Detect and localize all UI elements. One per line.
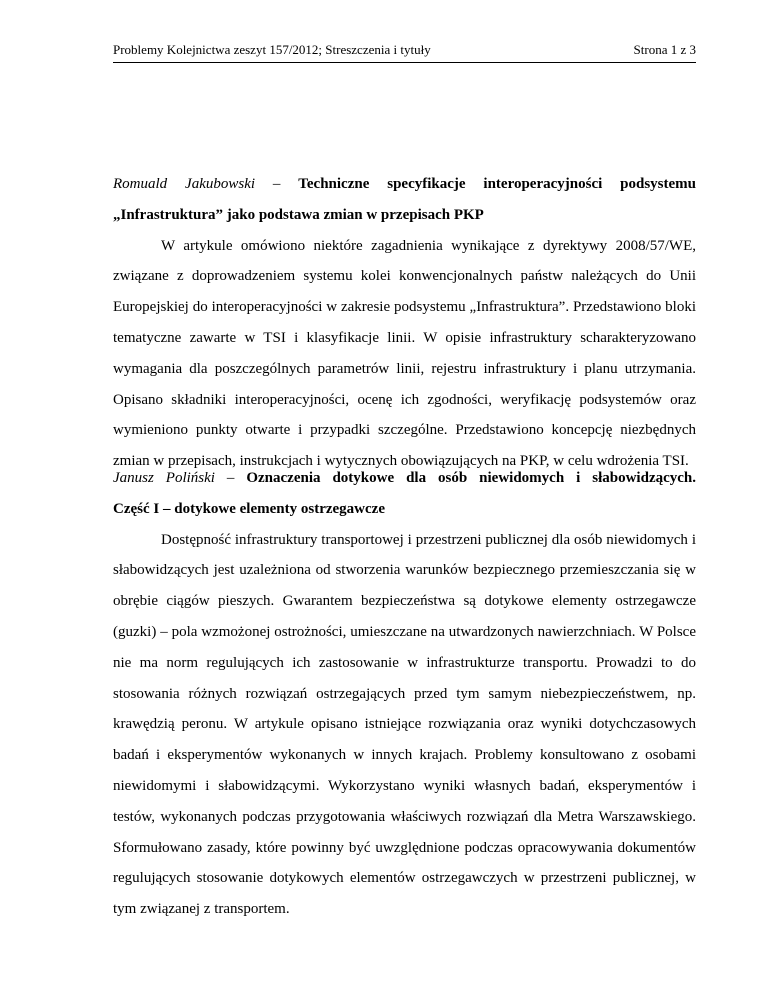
article-heading-line-2: [113, 494, 696, 525]
article-polinski: [113, 463, 696, 925]
article-title-part-2: „Infrastruktura” jako podstawa zmian w przepisach PKP: [113, 206, 484, 223]
author-separator: –: [214, 470, 247, 486]
article-title-part-2: Część I – dotykowe elementy ostrzegawcze: [113, 500, 385, 517]
article-author: Janusz Poliński: [113, 470, 215, 486]
article-title-part-1: Oznaczenia dotykowe dla osób niewidomych i słabowidzących.: [246, 470, 697, 486]
article-abstract: W artykule omówiono niektóre zagadnienia wynikające z dyrektywy 2008/57/WE, związane z doprowadzeniem systemu kolei konwencjonalnych państw należących do Unii Europejskiej do interoperacyjności w zakresie podsystemu „Infrastruktura”. Przedstawiono bloki tematyczne zawarte w TSI i klasyfikacje linii. W opisie infrastruktury scharakteryzowano wymagania dla poszczególnych parametrów linii, rejestru infrastruktury i planu utrzymania. Opisano składniki interoperacyjności, ocenę ich zgodności, weryfikację podsystemów oraz wymieniono punkty otwarte i przypadki szczególne. Przedstawiono koncepcję niezbędnych zmian w przepisach, instrukcjach i wytycznych obowiązujących na PKP, w celu wdrożenia TSI.: [113, 237, 696, 470]
article-abstract: Dostępność infrastruktury transportowej i przestrzeni publicznej dla osób niewidomych i słabowidzących jest uzależniona od stworzenia warunków bezpiecznego przemieszczania się w obrębie ciągów pieszych. Gwarantem bezpieczeństwa są dotykowe elementy ostrzegawcze (guzki) – pola wzmożonej ostrożności, umieszczane na utwardzonych nawierzchniach. W Polsce nie ma norm regulujących ich zastosowanie w infrastrukturze transportu. Prowadzi to do stosowania różnych rozwiązań ostrzegających przed tym samym niebezpieczeństwem, np. krawędzią peronu. W artykule opisano istniejące rozwiązania oraz wyniki dotychczasowych badań i eksperymentów wykonanych w innych krajach. Problemy konsultowano z osobami niewidomymi i słabowidzącymi. Wykorzystano wyniki własnych badań, eksperymentów i testów, wykonanych podczas przygotowania właściwych rozwiązań dla Metra Warszawskiego. Sformułowano zasady, które powinny być uwzględnione podczas opracowywania dokumentów regulujących stosowanie dotykowych elementów ostrzegawczych w przestrzeni publicznej, w tym związanej z transportem.: [113, 531, 696, 918]
page-header: [113, 40, 696, 63]
article-title-part-1: Techniczne specyfikacje interoperacyjności podsystemu: [298, 176, 696, 192]
article-heading-line-1: [113, 463, 696, 494]
page-number: Strona 1 z 3: [633, 42, 696, 57]
article-heading-line-2: [113, 200, 696, 231]
article-author: Romuald Jakubowski: [113, 176, 256, 192]
article-heading-line-1: [113, 169, 696, 200]
article-jakubowski: [113, 169, 696, 477]
journal-issue-title: Problemy Kolejnictwa zeszyt 157/2012; Streszczenia i tytuły: [113, 42, 431, 57]
author-separator: –: [255, 176, 299, 192]
